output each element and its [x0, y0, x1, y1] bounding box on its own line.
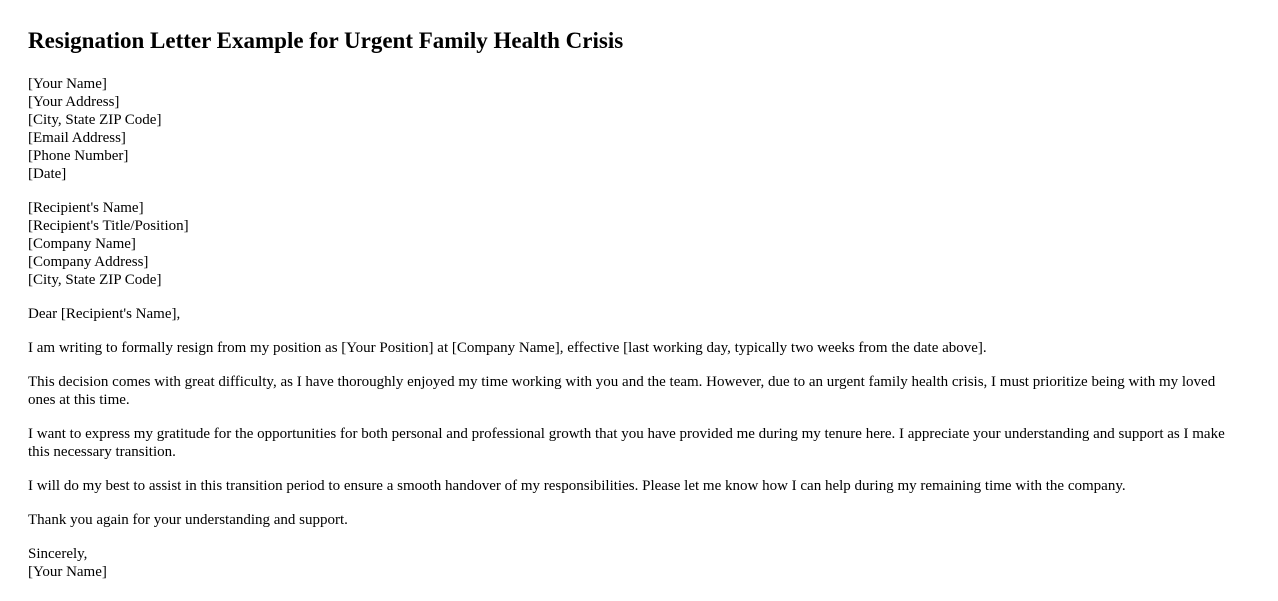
closing-block [28, 545, 1246, 581]
recipient-title: [Recipient's Title/Position] [28, 218, 189, 234]
sender-name: [Your Name] [28, 76, 107, 92]
page-title: Resignation Letter Example for Urgent Family Health Crisis [28, 28, 624, 53]
sender-address: [Your Address] [28, 94, 120, 110]
body-paragraph: This decision comes with great difficulty, as I have thoroughly enjoyed my time working with you and the team. However, due to an urgent family health crisis, I must prioritize being with my loved ones at this time. [28, 374, 1216, 408]
recipient-name: [Recipient's Name] [28, 200, 144, 216]
signature: [Your Name] [28, 564, 107, 580]
sender-email: [Email Address] [28, 130, 126, 146]
valediction: Sincerely, [28, 546, 88, 562]
sender-phone: [Phone Number] [28, 148, 129, 164]
recipient-company: [Company Name] [28, 236, 136, 252]
body-paragraph: I want to express my gratitude for the opportunities for both personal and professional growth that you have provided me during my tenure here. I appreciate your understanding and support as I make this necessary transition. [28, 426, 1225, 460]
body-paragraph: I am writing to formally resign from my position as [Your Position] at [Company Name], effective [last working day, typically two weeks from the date above]. [28, 340, 987, 356]
recipient-block [28, 199, 1246, 289]
sender-city-state-zip: [City, State ZIP Code] [28, 112, 162, 128]
recipient-company-address: [Company Address] [28, 254, 149, 270]
body-paragraph: I will do my best to assist in this transition period to ensure a smooth handover of my responsibilities. Please let me know how I can help during my remaining time with the company. [28, 478, 1126, 494]
sender-block [28, 75, 1246, 183]
body-paragraph: Thank you again for your understanding and support. [28, 512, 348, 528]
recipient-city-state-zip: [City, State ZIP Code] [28, 272, 162, 288]
salutation: Dear [Recipient's Name], [28, 306, 181, 322]
letter-date: [Date] [28, 166, 67, 182]
